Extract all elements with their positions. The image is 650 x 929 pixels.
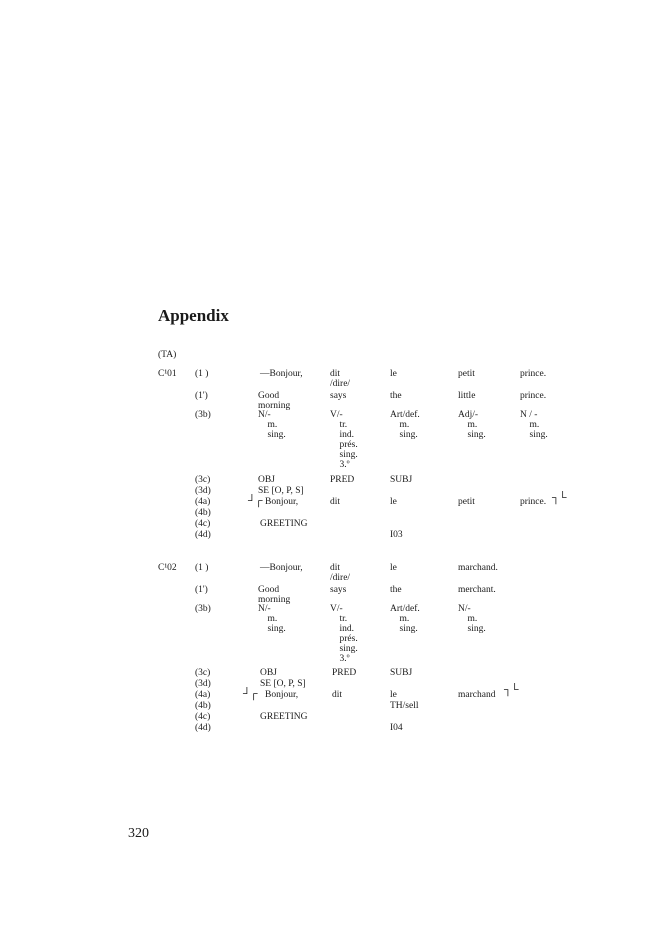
row-label: (4a)	[195, 690, 211, 700]
gloss-cell: le	[390, 690, 397, 700]
gloss-cell: N / - m. sing.	[520, 410, 548, 440]
gloss-cell: V/- tr. ind. prés. sing. 3.º	[330, 410, 358, 470]
gloss-cell: le	[390, 497, 397, 507]
open-bracket-icon: ┘┌	[243, 688, 257, 700]
row-label: (4d)	[195, 723, 211, 733]
row-label: (3b)	[195, 410, 211, 420]
gloss-cell: petit	[458, 369, 475, 379]
gloss-cell: N/- m. sing.	[258, 410, 286, 440]
gloss-cell: SE [O, P, S]	[260, 679, 306, 689]
row-label: (3d)	[195, 679, 211, 689]
gloss-cell: petit	[458, 497, 475, 507]
row-label: (4c)	[195, 519, 211, 529]
gloss-cell: TH/sell	[390, 701, 419, 711]
gloss-cell: Good morning	[258, 391, 291, 411]
close-bracket-icon: ┐└	[552, 492, 566, 504]
gloss-cell: marchand	[458, 690, 496, 700]
gloss-cell: dit /dire/	[330, 369, 351, 389]
row-label: (1 )	[195, 563, 209, 573]
row-label: (3b)	[195, 604, 211, 614]
gloss-cell: Adj/- m. sing.	[458, 410, 486, 440]
gloss-cell: PRED	[332, 668, 357, 678]
page-number: 320	[128, 826, 149, 841]
gloss-cell: I03	[390, 530, 403, 540]
row-label: (1')	[195, 585, 208, 595]
gloss-cell: OBJ	[258, 475, 275, 485]
row-label: (4a)	[195, 497, 211, 507]
gloss-cell: GREETING	[260, 712, 308, 722]
gloss-cell: SE [O, P, S]	[258, 486, 304, 496]
gloss-cell: —Bonjour,	[260, 369, 303, 379]
row-label: (1')	[195, 391, 208, 401]
page-title: Appendix	[158, 306, 229, 325]
gloss-cell: says	[330, 391, 347, 401]
entry-id: C¹02	[158, 563, 177, 573]
gloss-cell: says	[330, 585, 347, 595]
gloss-cell: le	[390, 369, 397, 379]
gloss-cell: prince.	[520, 369, 547, 379]
gloss-cell: Bonjour,	[265, 690, 299, 700]
gloss-cell: SUBJ	[390, 668, 413, 678]
gloss-cell: the	[390, 391, 402, 401]
gloss-cell: merchant.	[458, 585, 496, 595]
row-label: (3c)	[195, 475, 211, 485]
group-label: (TA)	[158, 350, 177, 360]
gloss-cell: GREETING	[260, 519, 308, 529]
gloss-cell: dit	[332, 690, 343, 700]
row-label: (1 )	[195, 369, 209, 379]
open-bracket-icon: ┘┌	[248, 495, 262, 507]
row-label: (3c)	[195, 668, 211, 678]
row-label: (4b)	[195, 508, 211, 518]
gloss-cell: SUBJ	[390, 475, 413, 485]
gloss-cell: marchand.	[458, 563, 498, 573]
gloss-cell: little	[458, 391, 476, 401]
gloss-cell: OBJ	[260, 668, 277, 678]
gloss-cell: V/- tr. ind. prés. sing. 3.º	[330, 604, 358, 664]
gloss-cell: Art/def. m. sing.	[390, 604, 420, 634]
row-label: (4b)	[195, 701, 211, 711]
row-label: (4d)	[195, 530, 211, 540]
gloss-cell: N/- m. sing.	[258, 604, 286, 634]
gloss-cell: prince.	[520, 391, 547, 401]
gloss-cell: Bonjour,	[265, 497, 299, 507]
gloss-cell: Good morning	[258, 585, 291, 605]
gloss-cell: dit	[330, 497, 341, 507]
gloss-cell: N/- m. sing.	[458, 604, 486, 634]
gloss-cell: le	[390, 563, 397, 573]
gloss-cell: —Bonjour,	[260, 563, 303, 573]
gloss-cell: I04	[390, 723, 403, 733]
close-bracket-icon: ┐└	[504, 684, 518, 696]
gloss-cell: prince.	[520, 497, 547, 507]
gloss-cell: Art/def. m. sing.	[390, 410, 420, 440]
row-label: (3d)	[195, 486, 211, 496]
gloss-cell: dit /dire/	[330, 563, 351, 583]
gloss-cell: PRED	[330, 475, 355, 485]
entry-id: C¹01	[158, 369, 177, 379]
row-label: (4c)	[195, 712, 211, 722]
gloss-cell: the	[390, 585, 402, 595]
